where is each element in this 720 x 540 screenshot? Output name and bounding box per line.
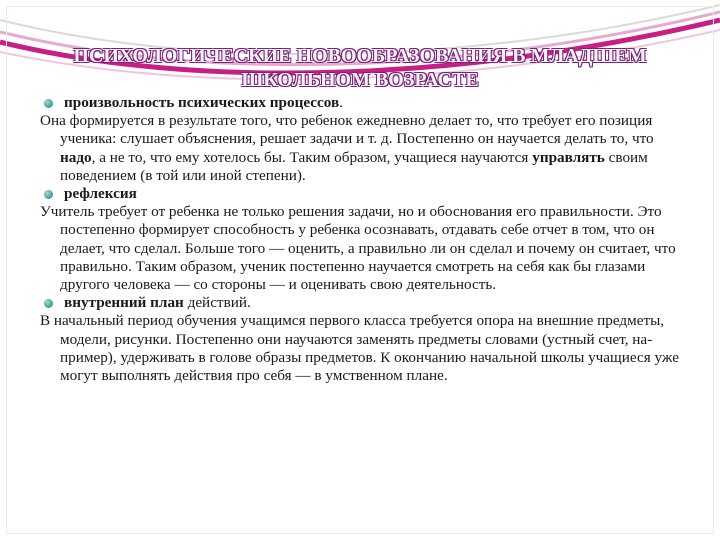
emphasis-text: надо	[60, 148, 92, 166]
paragraph-text: , а не то, что ему хотелось бы. Таким образом, учащиеся научаются	[91, 148, 533, 166]
paragraph-1	[40, 112, 690, 185]
bullet-suffix: действий.	[183, 294, 251, 312]
paragraph-2: Учитель требует от ребенка не только решения задачи, но и обоснования его правильности. Это постепенно формирует способность у ребенка осознавать, отдавать себе отчет в том, что он делает, что сделал. Больше того — оценить, а правильно ли он сделал и почему он считает, что правильно. Таким образом, ученик постепенно научается смотреть на себя как бы глазами другого человека — со стороны — и оценивать свою деятельность.	[40, 203, 676, 294]
slide-body	[40, 94, 690, 385]
bullet-item-3	[40, 294, 690, 312]
paragraph-text: своим поведением (в той или иной степени).	[60, 148, 648, 184]
page-title: ПСИХОЛОГИЧЕСКИЕ НОВООБРАЗОВАНИЯ В МЛАДШЕМ ШКОЛЬНОМ ВОЗРАСТЕ	[73, 45, 647, 91]
bullet-suffix: .	[339, 94, 343, 111]
bullet-dot-icon	[44, 99, 53, 108]
bullet-item-2	[40, 185, 690, 203]
emphasis-text: управлять	[532, 148, 605, 166]
bullet-label: внутренний план	[64, 294, 184, 312]
paragraph-text: Она формируется в результате того, что ребенок ежедневно делает то, что требует его позиция ученика: слушает объяснения, решает задачи и т. д. Постепенно он научается делать то, что	[40, 112, 654, 148]
paragraph-3: В начальный период обучения учащимся первого класса требуется опора на внешние предметы, модели, рисунки. Постепенно они научаются заменять предметы словами (устный счет, на-пример), удерживать в голове образы предметов. К окончанию начальной школы учащиеся уже могут выполнять действия про себя — в умственном плане.	[40, 312, 679, 385]
bullet-label: произвольность психических процессов	[64, 94, 340, 111]
bullet-dot-icon	[44, 190, 53, 199]
bullet-dot-icon	[44, 299, 53, 308]
bullet-item-1	[40, 94, 690, 112]
bullet-label: рефлексия	[64, 185, 137, 203]
